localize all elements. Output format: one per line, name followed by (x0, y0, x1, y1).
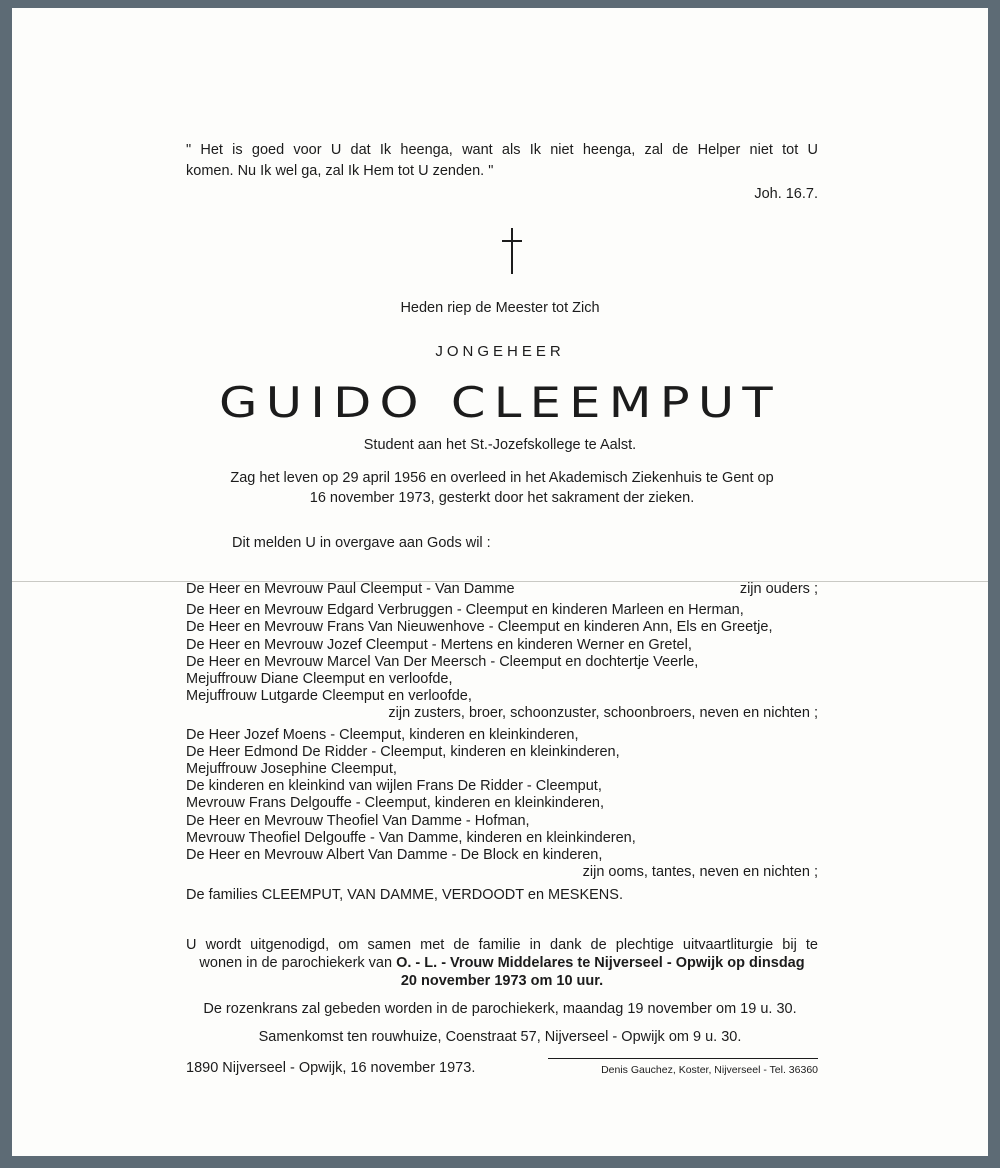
invitation-date: 20 november 1973 om 10 uur. (400, 973, 604, 989)
invitation-line-2-bold: O. - L. - Vrouw Middelares te Nijverseel - Opwijk op dinsdag (396, 955, 805, 971)
list-item: Mejuffrouw Josephine Cleemput, (186, 761, 397, 778)
invitation-line-2-plain: wonen in de parochiekerk van (199, 955, 397, 971)
life-dates (184, 468, 820, 508)
list-item: De Heer en Mevrouw Albert Van Damme - De Block en kinderen, (186, 847, 603, 864)
invitation-line-1: U wordt uitgenodigd, om samen met de familie in dank de plechtige uitvaartliturgie bij te (186, 937, 818, 953)
honorific: JONGEHEER (435, 343, 565, 360)
parents-text: De Heer en Mevrouw Paul Cleemput - Van Damme (186, 581, 515, 597)
life-line-2: 16 november 1973, gesterkt door het sakrament der zieken. (309, 490, 695, 506)
invitation-line-3 (186, 972, 818, 990)
mourning-card (12, 8, 988, 1156)
list-item: De Heer en Mevrouw Jozef Cleemput - Mertens en kinderen Werner en Gretel, (186, 636, 692, 653)
occupation: Student aan het St.-Jozefskollege te Aalst. (363, 437, 637, 453)
family-list (186, 581, 818, 905)
list-item: De Heer en Mevrouw Edgard Verbruggen - Cleemput en kinderen Marleen en Herman, (186, 602, 744, 619)
list-item: De Heer en Mevrouw Frans Van Nieuwenhove - Cleemput en kinderen Ann, Els en Greetje, (186, 619, 773, 636)
list-item: De Heer Jozef Moens - Cleemput, kinderen en kleinkinderen, (186, 726, 579, 743)
uncles-relation: zijn ooms, tantes, neven en nichten ; (582, 864, 818, 881)
families-line: De families CLEEMPUT, VAN DAMME, VERDOODT en MESKENS. (186, 887, 623, 904)
cross-icon (499, 228, 525, 276)
announcement: Dit melden U in overgave aan Gods wil : (232, 535, 491, 551)
bible-quote (186, 140, 818, 202)
list-item: De Heer en Mevrouw Marcel Van Der Meersch - Cleemput en dochtertje Veerle, (186, 653, 699, 670)
quote-reference: Joh. 16.7. (754, 186, 818, 202)
intro-text: Heden riep de Meester tot Zich (400, 300, 600, 316)
divider (548, 1058, 818, 1059)
quote-line-2: komen. Nu Ik wel ga, zal Ik Hem tot U zenden. " (186, 163, 494, 179)
life-line-1: Zag het leven op 29 april 1956 en overleed in het Akademisch Ziekenhuis te Gent op (230, 470, 774, 486)
quote-line-1: " Het is goed voor U dat Ik heenga, want als Ik niet heenga, zal de Helper niet tot U (186, 142, 818, 158)
parents-relation: zijn ouders ; (739, 581, 818, 597)
deceased-name: GUIDO CLEEMPUT (219, 378, 781, 427)
printer-credit: Denis Gauchez, Koster, Nijverseel - Tel. 36360 (601, 1064, 818, 1076)
list-item: Mejuffrouw Diane Cleemput en verloofde, (186, 671, 453, 688)
list-item: Mejuffrouw Lutgarde Cleemput en verloofde, (186, 688, 472, 705)
list-item: De kinderen en kleinkind van wijlen Frans De Ridder - Cleemput, (186, 778, 602, 795)
list-item: Mevrouw Frans Delgouffe - Cleemput, kinderen en kleinkinderen, (186, 795, 605, 812)
rosary-notice: De rozenkrans zal gebeden worden in de parochiekerk, maandag 19 november om 19 u. 30. (203, 1001, 797, 1017)
invitation-line-2 (186, 954, 818, 972)
list-item: Mevrouw Theofiel Delgouffe - Van Damme, kinderen en kleinkinderen, (186, 829, 636, 846)
siblings-relation: zijn zusters, broer, schoonzuster, schoonbroers, neven en nichten ; (388, 705, 818, 722)
deceased-name-wrap (12, 378, 988, 427)
list-item: De Heer en Mevrouw Theofiel Van Damme - Hofman, (186, 812, 530, 829)
parents-row (186, 581, 818, 598)
gathering-notice: Samenkomst ten rouwhuize, Coenstraat 57, Nijverseel - Opwijk om 9 u. 30. (258, 1029, 742, 1045)
funeral-invitation (186, 936, 818, 990)
list-item: De Heer Edmond De Ridder - Cleemput, kinderen en kleinkinderen, (186, 743, 620, 760)
place-date: 1890 Nijverseel - Opwijk, 16 november 1973. (186, 1060, 476, 1076)
